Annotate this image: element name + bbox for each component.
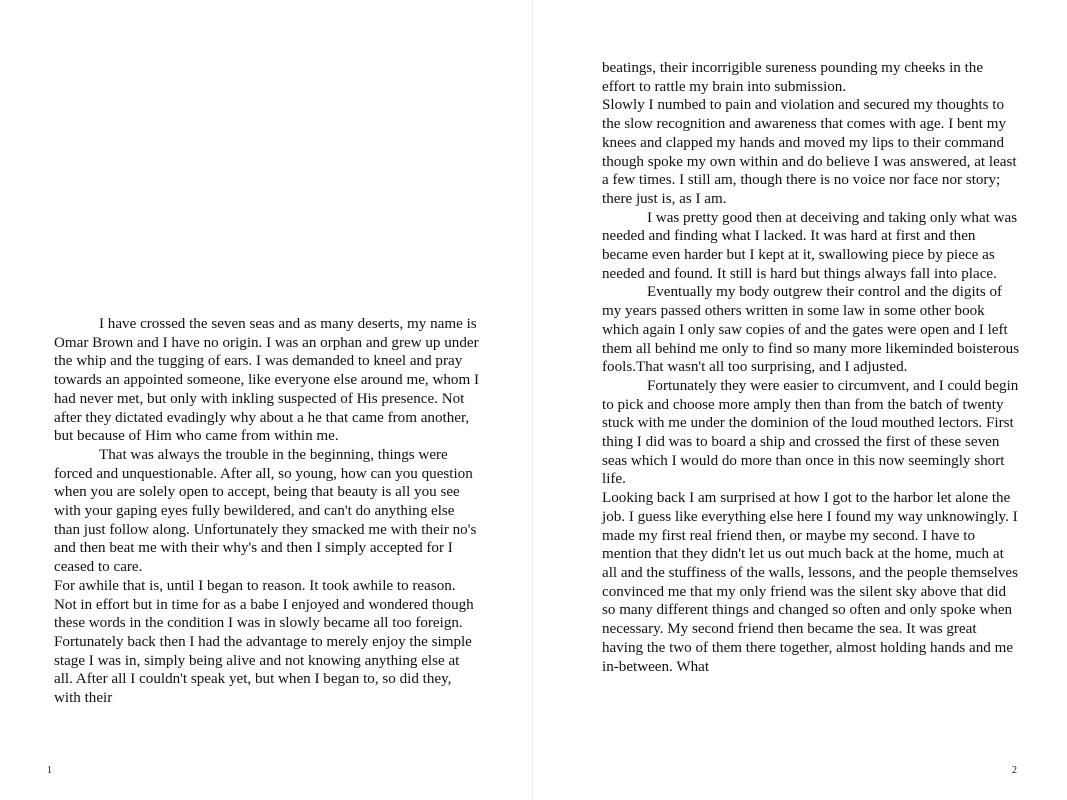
page-gutter bbox=[532, 0, 533, 800]
paragraph: beatings, their incorrigible sureness pounding my cheeks in the effort to rattle my brain into submission. bbox=[602, 60, 984, 95]
left-page bbox=[0, 0, 532, 800]
paragraph: Eventually my body outgrew their control and the digits of my years passed others written in some law in some other book which again I only saw copies of and the gates were open and I left them all behind me only to find so many more likeminded boisterous fools.That wasn't all too surprising, and I adjusted. bbox=[602, 284, 1020, 376]
right-page-text bbox=[602, 59, 1020, 676]
paragraph: Slowly I numbed to pain and violation and secured my thoughts to the slow recognition and awareness that comes with age. I bent my knees and clapped my hands and moved my lips to their command though spoke my own within and do believe I was answered, at least a few times. I still am, though there is no voice nor face nor story; there just is, as I am. bbox=[602, 97, 1017, 207]
paragraph: For awhile that is, until I began to reason. It took awhile to reason. Not in effort but in time for as a babe I enjoyed and wondered though these words in the condition I was in slowly became all too foreign. Fortunately back then I had the advantage to merely enjoy the simple stage I was in, simply being alive and not knowing anything else at all. After all I couldn't speak yet, but when I began to, so did they, with their bbox=[54, 577, 474, 707]
paragraph: That was always the trouble in the beginning, things were forced and unquestionable. After all, so young, how can you question when you are solely open to accept, being that beauty is all you see with your gaping eyes fully bewildered, and can't do anything else than just follow along. Unfortunately they smacked me with their no's and then beat me with their why's and then I simply accepted for I ceased to care. bbox=[54, 446, 477, 576]
paragraph: Looking back I am surprised at how I got to the harbor let alone the job. I guess like everything else here I found my way unknowingly. I made my first real friend then, or maybe my second. I have to mention that they didn't let us out much back at the home, much at all and the stuffiness of the walls, lessons, and the people themselves convinced me that my only friend was the silent sky above that did so many different things and changed so often and only spoke when necessary. My second friend then became the sea. It was great having the two of them there together, almost holding hands and me in-between. What bbox=[602, 490, 1018, 675]
paragraph: Fortunately they were easier to circumvent, and I could begin to pick and choose more amply then than from the batch of twenty stuck with me under the dominion of the loud mouthed lectors. First thing I did was to board a ship and crossed the first of these seven seas which I would do more than once in this now seemingly short life. bbox=[602, 377, 1019, 488]
paragraph: I have crossed the seven seas and as many deserts, my name is Omar Brown and I have no origin. I was an orphan and grew up under the whip and the tugging of ears. I was demanded to kneel and pray towards an appointed someone, like everyone else around me, whom I had never met, but only with inkling suspected of His presence. Not after they dictated evadingly why about a he that came from another, but because of Him who came from within me. bbox=[54, 316, 480, 445]
right-page bbox=[534, 0, 1067, 800]
left-page-text bbox=[54, 315, 480, 708]
page-number: 1 bbox=[47, 765, 52, 776]
paragraph: I was pretty good then at deceiving and taking only what was needed and finding what I lacked. It was hard at first and then became even harder but I kept at it, swallowing piece by piece as needed and found. It still is hard but things always fall into place. bbox=[602, 209, 1018, 282]
page-number: 2 bbox=[1012, 765, 1017, 776]
